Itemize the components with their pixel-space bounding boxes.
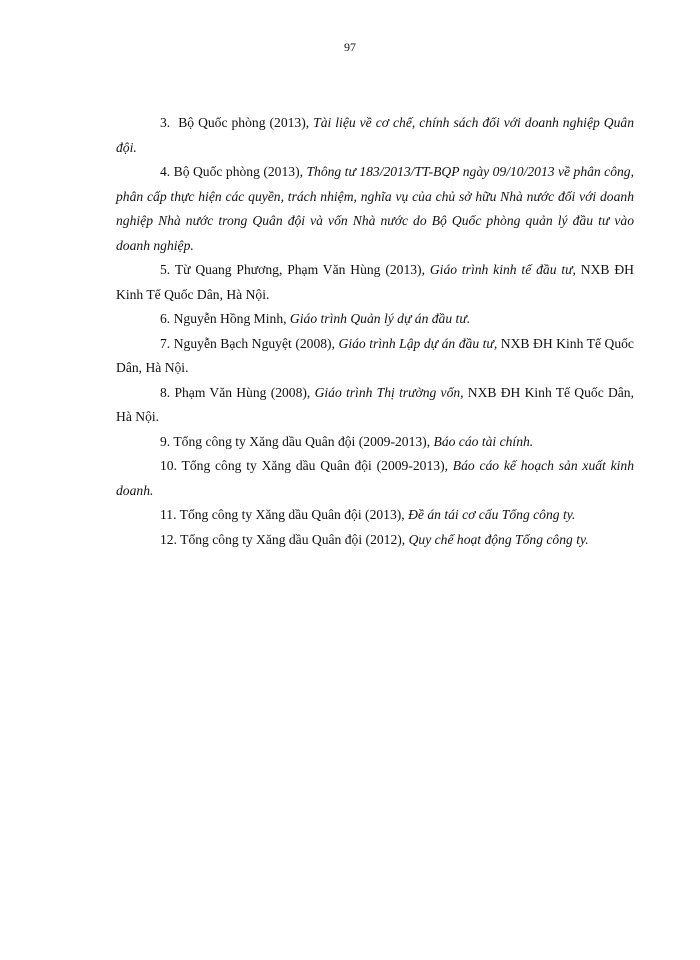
reference-title: Giáo trình Lập dự án đầu tư,	[338, 335, 498, 351]
reference-number: 6.	[160, 311, 171, 326]
reference-publisher: NXB ĐH Kinh Tế Quốc Dân, Hà Nội.	[116, 262, 634, 302]
reference-year: (2009-2013),	[376, 458, 448, 473]
reference-number: 10.	[160, 458, 177, 473]
reference-item	[116, 381, 634, 430]
reference-year: (2009-2013),	[358, 433, 431, 449]
reference-number: 4.	[160, 164, 171, 179]
reference-number: 7.	[160, 335, 171, 351]
reference-number: 5.	[160, 262, 171, 277]
reference-item	[116, 111, 634, 160]
reference-year: (2008),	[270, 384, 311, 400]
page-number: 97	[344, 40, 356, 54]
reference-title: Tài liệu về cơ chế, chính sách đối với doanh nghiệp Quân đội.	[116, 115, 634, 155]
reference-publisher: NXB ĐH Kinh Tế Quốc Dân, Hà Nội.	[116, 335, 634, 375]
reference-authors: Tổng công ty Xăng dầu Quân đội	[181, 458, 372, 473]
reference-item	[116, 332, 634, 381]
reference-item	[116, 307, 634, 332]
reference-title: Giáo trình Quản lý dự án đầu tư.	[289, 311, 471, 326]
reference-authors: Bộ Quốc phòng	[178, 115, 266, 130]
reference-title: Đề án tái cơ cấu Tổng công ty.	[408, 507, 576, 522]
reference-title: Thông tư 183/2013/TT-BQP ngày 09/10/2013 về phân công, phân cấp thực hiện các quyền, trách nhiệm, nghĩa vụ của chủ sở hữu Nhà nước đối với doanh nghiệp Nhà nước trong Quân đội và vốn Nhà nước do Bộ Quốc phòng quản lý đầu tư vào doanh nghiệp.	[116, 164, 635, 253]
reference-authors: Tổng công ty Xăng dầu Quân đội	[179, 507, 362, 522]
reference-year: (2013),	[365, 507, 405, 522]
reference-authors: Tổng công ty Xăng dầu Quân đội	[180, 531, 363, 547]
reference-number: 11.	[160, 507, 177, 522]
reference-item	[116, 454, 634, 503]
reference-item	[116, 528, 634, 553]
reference-item	[116, 503, 634, 528]
reference-year: (2012),	[365, 531, 406, 547]
reference-item	[116, 160, 634, 258]
reference-year: (2013),	[385, 262, 425, 277]
reference-number: 3.	[160, 115, 171, 130]
reference-publisher: NXB ĐH Kinh Tế Quốc Dân, Hà Nội.	[116, 384, 635, 424]
reference-authors: Bộ Quốc phòng	[173, 164, 260, 179]
reference-authors: Phạm Văn Hùng	[174, 384, 267, 400]
reference-authors: Nguyễn Hồng Minh,	[173, 311, 287, 326]
reference-number: 12.	[160, 531, 177, 547]
reference-title: Báo cáo tài chính.	[433, 433, 534, 449]
reference-item	[116, 258, 634, 307]
reference-year: (2013),	[263, 164, 303, 179]
reference-authors: Nguyễn Bạch Nguyệt	[173, 335, 292, 351]
reference-year: (2008),	[295, 335, 335, 351]
reference-list	[116, 111, 634, 552]
reference-authors: Tổng công ty Xăng dầu Quân đội	[173, 433, 356, 449]
reference-number: 9.	[160, 433, 171, 449]
reference-title: Giáo trình kinh tế đầu tư,	[429, 262, 576, 277]
reference-title: Giáo trình Thị trường vốn,	[314, 384, 464, 400]
reference-title: Quy chế hoạt động Tổng công ty.	[408, 531, 589, 547]
reference-number: 8.	[160, 384, 171, 400]
reference-authors: Từ Quang Phương, Phạm Văn Hùng	[174, 262, 381, 277]
reference-title: Báo cáo kế hoạch sản xuất kinh doanh.	[116, 458, 635, 498]
reference-item	[116, 430, 634, 455]
reference-year: (2013),	[269, 115, 310, 130]
